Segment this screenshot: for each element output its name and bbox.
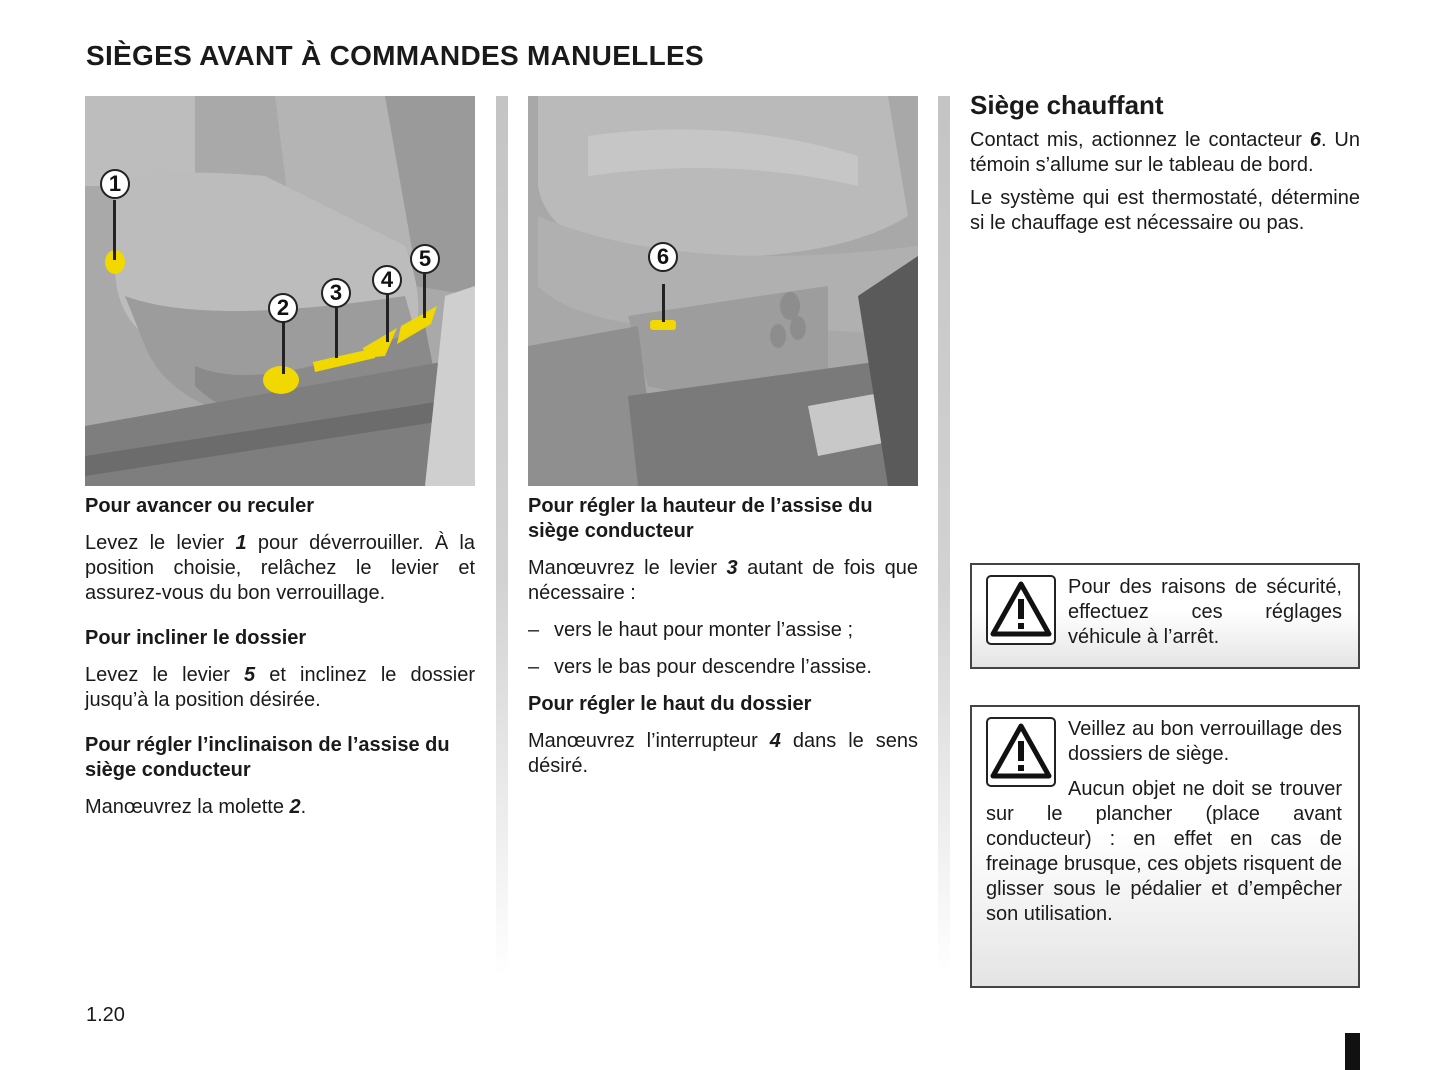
seat-photo-front (528, 96, 918, 486)
section-text: Levez le levier 1 pour déverrouiller. À la position choisie, relâchez le levier et assurez-vous du bon verrouillage. (85, 532, 475, 604)
seat-illustration (85, 96, 475, 486)
section-text: Manœuvrez la molette 2. (85, 796, 307, 818)
callout-leader (282, 322, 285, 374)
section-text: Manœuvrez le levier 3 autant de fois que nécessaire : (528, 557, 919, 604)
callout-2: 2 (268, 293, 298, 323)
callout-leader (113, 200, 116, 260)
section-heading: Pour avancer ou reculer (85, 495, 314, 517)
callout-leader (662, 284, 665, 322)
page-title: SIÈGES AVANT À COMMANDES MANUELLES (86, 40, 704, 71)
page-number: 1.20 (86, 1004, 125, 1026)
list-item: – vers le bas pour descendre l’assise. (528, 656, 872, 678)
warning-triangle-icon (986, 575, 1056, 645)
section-text: Manœuvrez l’interrupteur 4 dans le sens désiré. (528, 730, 919, 777)
warning-text: Pour des raisons de sécurité, effectuez ces réglages véhicule à l’arrêt. (1068, 576, 1342, 648)
column-divider (938, 96, 950, 976)
section-text: Le système qui est thermostaté, détermine si le chauffage est nécessaire ou pas. (970, 187, 1360, 234)
section-text: Levez le levier 5 et inclinez le dossier jusqu’à la position désirée. (85, 664, 475, 711)
warning-box (970, 705, 1360, 988)
section-heading: Pour incliner le dossier (85, 627, 307, 649)
callout-4: 4 (372, 265, 402, 295)
section-title: Siège chauffant (970, 90, 1164, 120)
section-heading: Pour régler l’inclinaison de l’assise du siège conducteur (85, 734, 450, 781)
seat-illustration (528, 96, 918, 486)
warning-text: Veillez au bon verrouillage des dossiers de siège. (1068, 718, 1342, 765)
column-heated-seat (970, 90, 1360, 236)
warning-text: Aucun objet ne doit se trouver sur le plancher (place avant conducteur) : en effet en cas de freinage brusque, ces objets risquent de glisser sous le pédalier et d’empêcher son utilisation. (986, 778, 1342, 925)
callout-leader (423, 274, 426, 318)
callout-1: 1 (100, 169, 130, 199)
callout-leader (335, 308, 338, 358)
section-heading: Pour régler le haut du dossier (528, 693, 812, 715)
seat-photo-side (85, 96, 475, 486)
callout-3: 3 (321, 278, 351, 308)
warning-box (970, 563, 1360, 669)
page-edge-marker (1345, 1033, 1360, 1070)
callout-leader (386, 294, 389, 342)
column-seat-position (85, 96, 475, 820)
warning-triangle-icon (986, 717, 1056, 787)
list-item: – vers le haut pour monter l’assise ; (528, 619, 854, 641)
callout-6: 6 (648, 242, 678, 272)
section-text: Contact mis, actionnez le contacteur 6. Un témoin s’allume sur le tableau de bord. (970, 129, 1360, 176)
callout-5: 5 (410, 244, 440, 274)
column-divider (496, 96, 508, 976)
column-seat-height (528, 96, 918, 779)
section-heading: Pour régler la hauteur de l’assise du siège conducteur (528, 495, 873, 542)
